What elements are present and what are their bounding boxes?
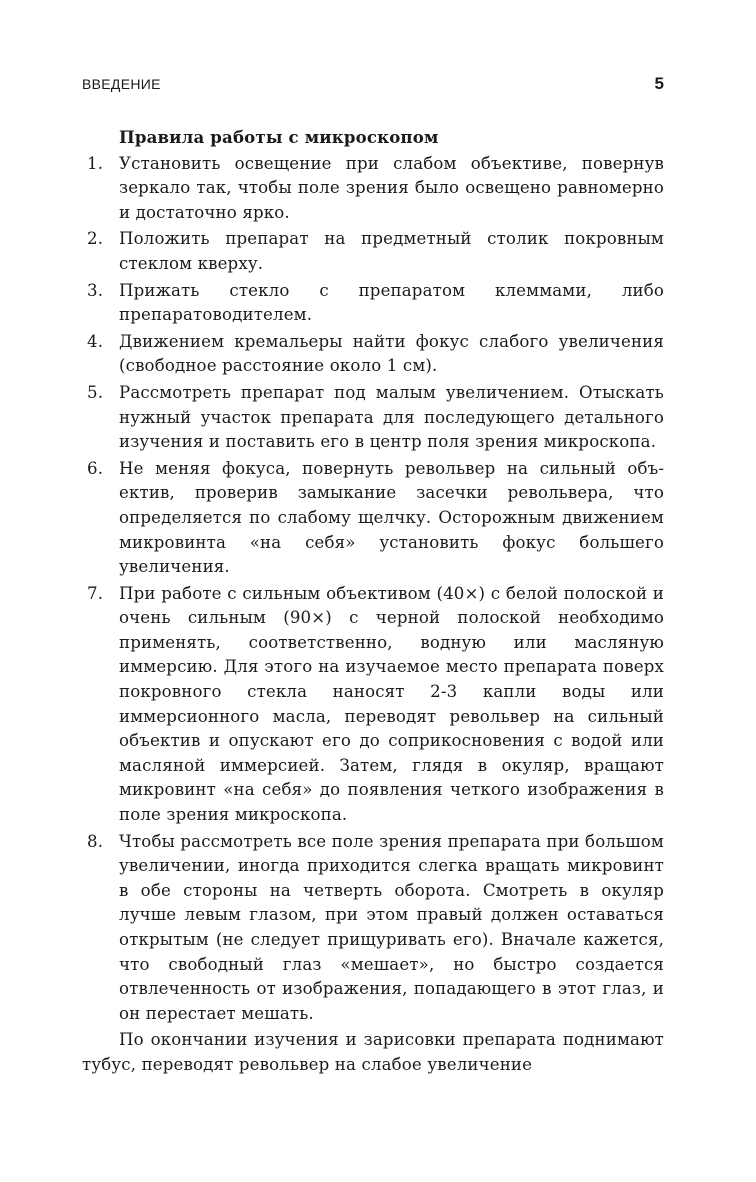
item-number: 6. bbox=[87, 458, 104, 478]
list-item bbox=[82, 582, 664, 828]
section-title: ВВЕДЕНИЕ bbox=[82, 76, 161, 92]
list-item bbox=[82, 330, 664, 379]
item-number: 8. bbox=[87, 831, 104, 851]
item-number: 4. bbox=[87, 331, 104, 351]
item-text: Рассмотреть препарат под малым увеличением. Отыскать нужный участок препарата для последующего детального изучения и поставить его в центр поля зрения микроскопа. bbox=[119, 382, 664, 452]
closing-paragraph: По окончании изучения и зарисовки препарата поднимают тубус, переводят револьвер на слабое увеличение bbox=[82, 1030, 664, 1074]
item-text: Чтобы рассмотреть все поле зрения препарата при большом увеличении, иногда приходится слегка вращать микровинт в обе стороны на четверть оборота. Смотреть в окуляр лучше левым глазом, при этом правый должен оставаться открытым (не следует прищуривать его). Вначале кажется, что свободный глаз «мешает», но быстро создается отвлеченность от изображения, попадающего в этот глаз, и он перестает мешать. bbox=[119, 831, 664, 1023]
list-item bbox=[82, 830, 664, 1027]
item-text: Прижать стекло с препаратом клеммами, либо препаратоводителем. bbox=[119, 280, 664, 325]
list-item bbox=[82, 457, 664, 580]
item-text: Положить препарат на предметный столик покровным стеклом кверху. bbox=[119, 229, 664, 273]
page-number: 5 bbox=[654, 74, 664, 93]
list-item bbox=[82, 227, 664, 276]
list-item bbox=[82, 152, 664, 226]
page-body bbox=[82, 125, 664, 1078]
rules-heading: Правила работы с микроскопом bbox=[119, 127, 439, 147]
item-text: Установить освещение при слабом объективе, повернув зеркало так, чтобы поле зрения было освещено равномерно и достаточно ярко. bbox=[119, 153, 664, 222]
item-text: Движением кремальеры найти фокус слабого увеличения (свободное расстояние около 1 см). bbox=[119, 331, 664, 376]
item-text: При работе с сильным объективом (40×) с белой полоской и очень сильным (90×) с черной полоской необходимо применять, соответственно, водную или масляную иммерсию. Для этого на изучаемое место препарата поверх покровного стекла наносят 2-3 капли воды или иммерсионного масла, переводят револьвер на сильный объектив и опускают его до соприкосновения с водой или масляной иммерсией. Затем, глядя в окуляр, вращают микровинт «на себя» до появления четкого изображения в поле зрения микроскопа. bbox=[119, 583, 664, 825]
list-item bbox=[82, 381, 664, 455]
running-header bbox=[82, 74, 664, 96]
rules-list bbox=[82, 152, 664, 1027]
list-item bbox=[82, 279, 664, 328]
item-number: 5. bbox=[87, 382, 104, 402]
item-number: 7. bbox=[87, 583, 104, 603]
item-number: 2. bbox=[87, 229, 104, 249]
item-number: 1. bbox=[87, 153, 104, 173]
item-number: 3. bbox=[87, 280, 104, 300]
item-text: Не меняя фокуса, повернуть револьвер на сильный объектив, проверив замыкание засечки револьвера, что определяется по слабому щелчку. Осторожным движением микровинта «на себя» установить фокус большего увеличения. bbox=[119, 458, 664, 577]
